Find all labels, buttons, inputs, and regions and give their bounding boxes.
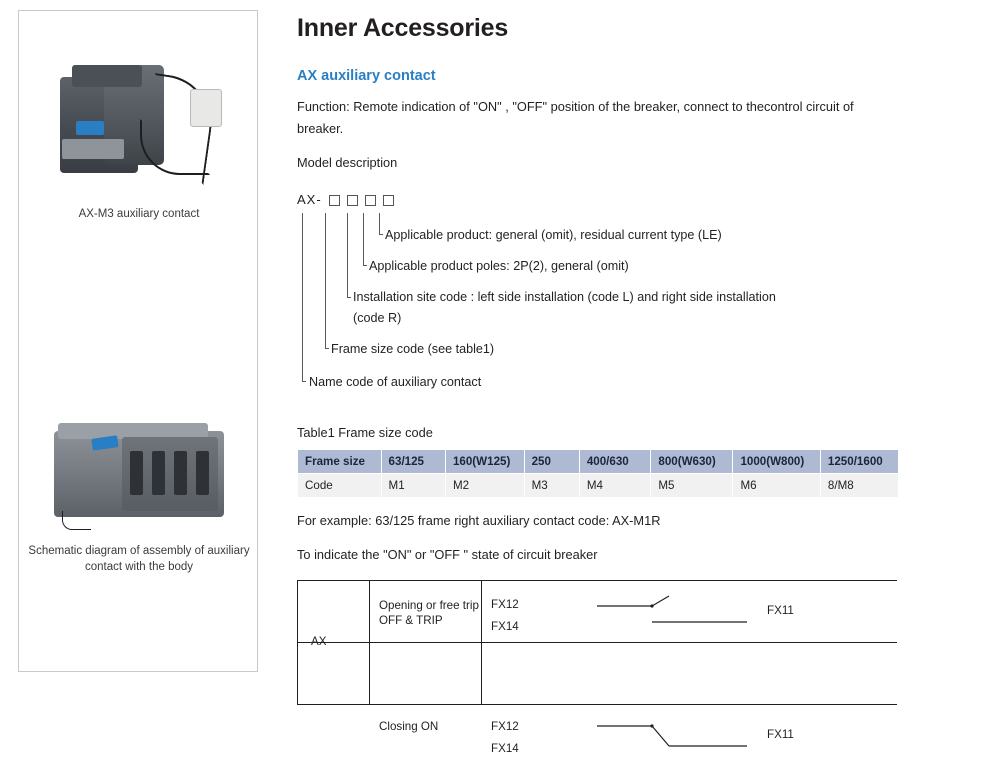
terminal-closing-fx11: FX11 [767, 728, 794, 741]
waveform-closing-icon [597, 716, 757, 760]
photo-part-blue-lever [76, 121, 104, 135]
terminal-closing-fx14: FX14 [491, 742, 519, 755]
td-code-label: Code [298, 474, 382, 498]
figure-caption: AX-M3 auxiliary contact [78, 208, 200, 220]
th-1000-w800: 1000(W800) [733, 450, 820, 474]
indicate-text: To indicate the "ON" or "OFF " state of circuit breaker [297, 547, 598, 562]
figure-column [18, 10, 258, 672]
photo-part-slot [196, 451, 209, 495]
leader-join-5 [302, 381, 306, 382]
leader-join-4 [325, 348, 329, 349]
th-160-w125: 160(W125) [445, 450, 524, 474]
figure-assembly [19, 411, 259, 575]
th-800-w630: 800(W630) [651, 450, 733, 474]
leader-label-product-poles: Applicable product poles: 2P(2), general (omit) [369, 259, 629, 273]
code-box [347, 195, 358, 206]
photo-part-grey-block [62, 139, 124, 159]
state-name-open [379, 598, 479, 628]
photo-part-slot [174, 451, 187, 495]
frame-size-table [297, 449, 899, 498]
th-frame-size: Frame size [298, 450, 382, 474]
terminal-closing-fx12: FX12 [491, 720, 519, 733]
state-name-open-line1: Opening or free trip [379, 599, 479, 612]
figure-ax-m3 [19, 59, 259, 222]
state-name-open-line2: OFF & TRIP [379, 614, 443, 627]
leader-label-installation-site: Installation site code : left side installation (code L) and right side installation (code R) [353, 290, 776, 325]
section-subtitle: AX auxiliary contact [297, 68, 436, 84]
code-box [329, 195, 340, 206]
td-code-m8: 8/M8 [820, 474, 898, 498]
state-row-closing [297, 642, 897, 755]
td-code-m4: M4 [579, 474, 651, 498]
code-box [365, 195, 376, 206]
assembly-photo [44, 411, 234, 531]
th-400-630: 400/630 [579, 450, 651, 474]
td-code-m1: M1 [381, 474, 445, 498]
leader-stem-3 [347, 213, 348, 297]
leader-stem-4 [325, 213, 326, 348]
leader-diagram [297, 213, 987, 403]
waveform-open-icon [597, 592, 757, 636]
content-column [297, 0, 987, 755]
td-code-m5: M5 [651, 474, 733, 498]
model-description-label: Model description [297, 155, 398, 170]
leader-label-frame-size: Frame size code (see table1) [331, 342, 495, 356]
table1-title: Table1 Frame size code [297, 425, 433, 440]
leader-join-3 [347, 297, 351, 298]
leader-join-1 [379, 234, 383, 235]
figure-caption: Schematic diagram of assembly of auxiliary contact with the body [28, 545, 250, 573]
photo-part-top [72, 65, 142, 87]
photo-part-wire [62, 511, 91, 530]
model-code-prefix: AX- [297, 192, 322, 207]
leader-label-name-code: Name code of auxiliary contact [309, 375, 482, 389]
ax-m3-photo [52, 59, 227, 194]
leader-label-applicable-product: Applicable product: general (omit), residual current type (LE) [385, 228, 722, 242]
leader-stem-2 [363, 213, 364, 265]
state-row-open [297, 580, 897, 642]
state-signal-table [297, 580, 897, 755]
photo-part-connector [190, 89, 222, 127]
model-code-pattern [297, 192, 987, 207]
terminal-open-fx12: FX12 [491, 598, 519, 611]
table-header-row [298, 450, 899, 474]
td-code-m6: M6 [733, 474, 820, 498]
photo-part-slot [130, 451, 143, 495]
state-table-row-label: AX [311, 635, 327, 648]
th-63-125: 63/125 [381, 450, 445, 474]
table-row [298, 474, 899, 498]
td-code-m3: M3 [524, 474, 579, 498]
leader-stem-1 [379, 213, 380, 234]
page-title: Inner Accessories [297, 14, 509, 42]
th-1250-1600: 1250/1600 [820, 450, 898, 474]
table-border-bottom [297, 704, 897, 705]
terminal-open-fx11: FX11 [767, 604, 794, 617]
state-name-closing: Closing ON [379, 720, 439, 733]
function-paragraph: Function: Remote indication of "ON" , "OFF" position of the breaker, connect to thecontrol circuit of breaker. [297, 99, 854, 136]
terminal-open-fx14: FX14 [491, 620, 519, 633]
example-text: For example: 63/125 frame right auxiliary contact code: AX-M1R [297, 513, 661, 528]
code-box [383, 195, 394, 206]
photo-part-slot [152, 451, 165, 495]
th-250: 250 [524, 450, 579, 474]
leader-stem-5 [302, 213, 303, 381]
leader-join-2 [363, 265, 367, 266]
td-code-m2: M2 [445, 474, 524, 498]
